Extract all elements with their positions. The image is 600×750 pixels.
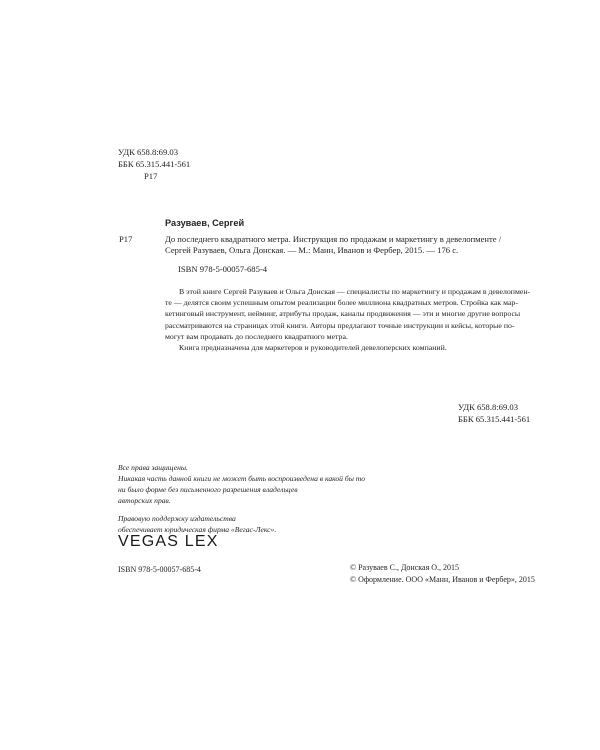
author-sign: Р17 (144, 171, 158, 181)
title-line-1: До последнего квадратного метра. Инструкция по продажам и маркетингу в девелопменте / (165, 234, 502, 244)
legal-line: обеспечивает юридическая фирма «Вегас-Лекс». (118, 525, 277, 534)
footer-isbn: ISBN 978-5-00057-685-4 (118, 565, 201, 574)
isbn-entry: ISBN 978-5-00057-685-4 (178, 264, 268, 274)
rights-line: авторских прав. (118, 496, 171, 505)
udk-code: УДК 658.8:69.03 (118, 147, 179, 157)
rights-line: Никакая часть данной книги не может быть воспроизведена в какой бы то (118, 474, 366, 483)
annotation-line: рассматриваются на страницах этой книги. Авторы предлагают точные инструкции и кейсы, которые по- (165, 320, 515, 330)
author-heading: Разуваев, Сергей (165, 218, 245, 228)
vegas-lex-logo: VEGAS LEX (118, 533, 219, 550)
udk-code-bottom: УДК 658.8:69.03 (458, 402, 519, 412)
copyright-block (350, 562, 535, 585)
annotation-line: В этой книге Сергей Разуваев и Ольга Донская — специалисты по маркетингу и продажам в девелопмен- (179, 287, 531, 296)
bbk-code: ББК 65.315.441-561 (118, 159, 191, 169)
annotation-line: Книга предназначена для маркетеров и руководителей девелоперских компаний. (179, 343, 447, 353)
legal-support-notice (118, 513, 276, 535)
top-classification-codes (118, 146, 190, 182)
bottom-classification-codes (458, 401, 530, 425)
bbk-code-bottom: ББК 65.315.441-561 (458, 414, 531, 424)
entry-author-sign: Р17 (119, 234, 133, 244)
annotation-line: могут вам продавать до последнего квадратного метра. (165, 331, 348, 341)
copyright-line: © Оформление. ООО «Манн, Иванов и Фербер», 2015 (350, 574, 535, 584)
rights-notice (118, 462, 365, 506)
annotation-line: те — делятся своим успешным опытом реализации более миллиона квадратных метров. Стройка как мар- (165, 298, 518, 308)
rights-line: ни было форме без письменного разрешения владельцев (118, 485, 298, 494)
annotation-line: кетинговый инструмент, нейминг, атрибуты продаж, каналы продвижения — эти и многие другие вопросы (165, 309, 521, 319)
title-line-2: Сергей Разуваев, Ольга Донская. — М.: Манн, Иванов и Фербер, 2015. — 176 с. (165, 245, 459, 255)
annotation-paragraph (165, 286, 555, 353)
copyright-line: © Разуваев С., Донская О., 2015 (350, 563, 460, 572)
rights-line: Все права защищены. (118, 463, 188, 472)
legal-line: Правовую поддержку издательства (118, 514, 236, 523)
